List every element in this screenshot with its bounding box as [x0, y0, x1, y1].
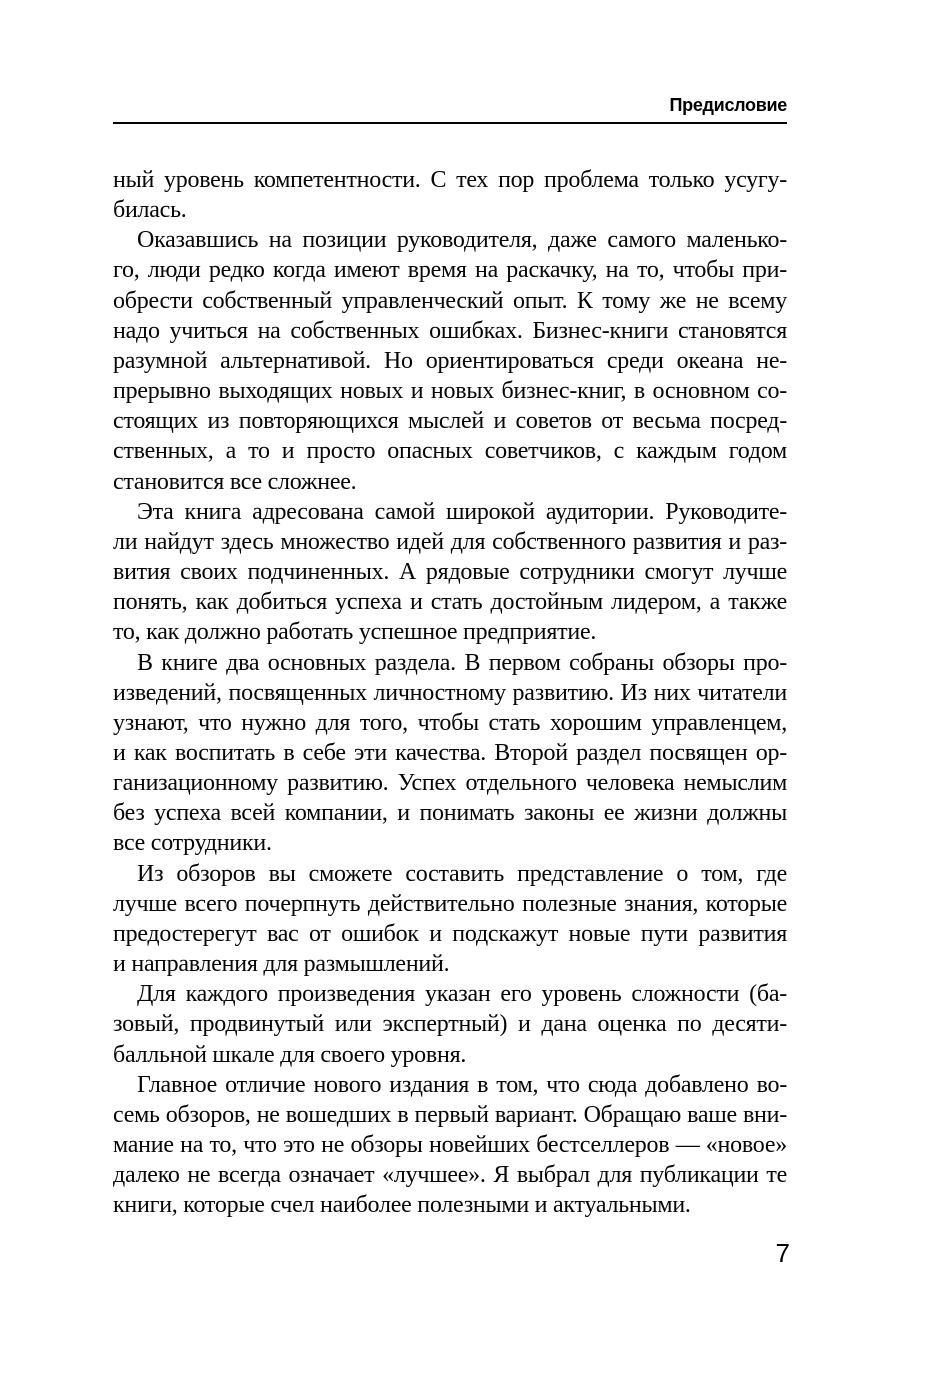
text-line: книги, которые счел наиболее полезными и актуальными.: [113, 1192, 691, 1219]
text-line: Эта книга адресована самой широкой аудитории. Руководите-: [137, 498, 787, 525]
text-line: ный уровень компетентности. С тех пор проблема только усугу-: [113, 167, 787, 193]
text-line: узнают, что нужно для того, чтобы стать хорошим управленцем,: [113, 709, 787, 736]
text-line: изведений, посвященных личностному развитию. Из них читатели: [113, 679, 787, 706]
text-line: и направления для размышлений.: [113, 951, 450, 978]
text-line: ственных, а то и просто опасных советчиков, с каждым годом: [113, 438, 787, 465]
text-line: далеко не всегда означает «лучшее». Я выбрал для публикации те: [113, 1162, 787, 1189]
text-line: билась.: [113, 197, 187, 224]
running-header: Предисловие: [669, 95, 787, 115]
text-line: Для каждого произведения указан его уровень сложности (ба-: [137, 981, 787, 1008]
text-line: понять, как добиться успеха и стать достойным лидером, а также: [113, 589, 787, 616]
text-line: лучше всего почерпнуть действительно полезные знания, которые: [113, 890, 787, 917]
text-line: мание на то, что это не обзоры новейших бестселлеров — «новое»: [113, 1132, 787, 1158]
text-line: ганизационному развитию. Успех отдельного человека немыслим: [113, 770, 787, 797]
paragraph: [113, 1070, 787, 1221]
text-line: обрести собственный управленческий опыт. К тому же не всему: [113, 287, 787, 314]
page-number: 7: [775, 1238, 790, 1268]
text-line: предостерегут вас от ошибок и подскажут новые пути развития: [113, 920, 787, 947]
text-line: го, люди редко когда имеют время на раскачку, на то, чтобы при-: [113, 257, 787, 284]
paragraph: [113, 648, 787, 859]
text-line: становится все сложнее.: [113, 468, 357, 495]
text-line: все сотрудники.: [113, 830, 272, 857]
text-line: балльной шкале для своего уровня.: [113, 1041, 467, 1068]
page-body-text: [113, 165, 787, 1220]
text-line: В книге два основных раздела. В первом собраны обзоры про-: [137, 649, 787, 676]
text-line: прерывно выходящих новых и новых бизнес-книг, в основном со-: [113, 378, 787, 405]
text-line: стоящих из повторяющихся мыслей и советов от весьма посред-: [113, 408, 787, 435]
paragraph: [113, 979, 787, 1069]
text-line: Оказавшись на позиции руководителя, даже самого маленько-: [137, 227, 787, 254]
text-line: и как воспитать в себе эти качества. Второй раздел посвящен ор-: [113, 739, 787, 766]
header-rule: [113, 122, 787, 124]
text-line: надо учиться на собственных ошибках. Бизнес-книги становятся: [113, 317, 787, 344]
paragraph: [113, 165, 787, 225]
text-line: разумной альтернативой. Но ориентироваться среди океана не-: [113, 347, 787, 374]
text-line: семь обзоров, не вошедших в первый вариант. Обращаю ваше вни-: [113, 1101, 787, 1128]
text-line: Главное отличие нового издания в том, что сюда добавлено во-: [137, 1071, 787, 1098]
text-line: вития своих подчиненных. А рядовые сотрудники смогут лучше: [113, 559, 787, 586]
text-line: то, как должно работать успешное предприятие.: [113, 619, 597, 646]
paragraph: [113, 225, 787, 496]
text-line: без успеха всей компании, и понимать законы ее жизни должны: [113, 800, 787, 827]
text-line: зовый, продвинутый или экспертный) и дана оценка по десяти-: [113, 1011, 787, 1038]
paragraph: [113, 859, 787, 980]
paragraph: [113, 497, 787, 648]
text-line: ли найдут здесь множество идей для собственного развития и раз-: [113, 528, 787, 555]
text-line: Из обзоров вы сможете составить представление о том, где: [137, 860, 787, 887]
